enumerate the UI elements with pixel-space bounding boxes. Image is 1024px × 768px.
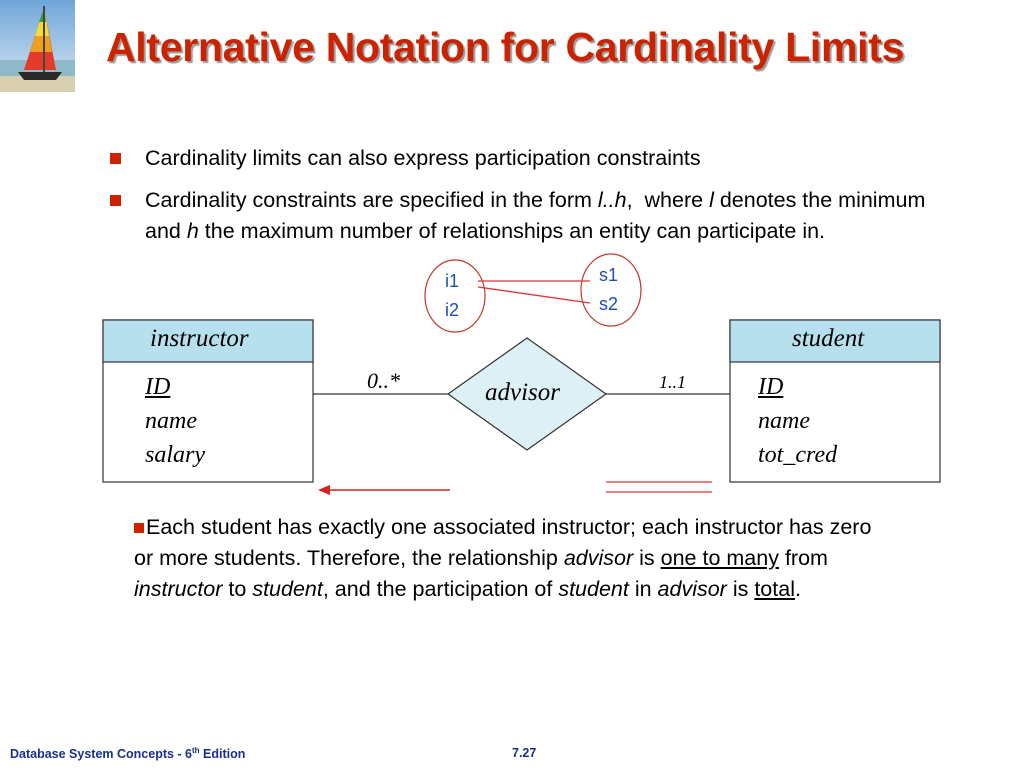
attribute-salary: salary [145, 442, 205, 468]
instance-i2: i2 [445, 300, 460, 320]
bullet-text-2: Cardinality constraints are specified in the form l..h, where l denotes the minimum and h the maximum number of relationships an entity can participate in. [145, 188, 926, 243]
cardinality-right: 1..1 [659, 372, 686, 392]
cardinality-left: 0..* [367, 368, 400, 393]
attribute-id: ID [145, 374, 171, 400]
instance-s1: s1 [599, 265, 619, 285]
bullet-text-1: Cardinality limits can also express participation constraints [145, 146, 701, 170]
instance-i1: i1 [445, 271, 460, 291]
entity-name-student: student [792, 325, 865, 352]
attribute-id: ID [758, 374, 784, 400]
footer-page-number: 7.27 [512, 746, 537, 760]
attribute-name: name [145, 408, 197, 434]
relationship-name-advisor: advisor [485, 379, 560, 406]
entity-name-instructor: instructor [150, 325, 249, 352]
bullet-marker [134, 523, 144, 533]
footer-book-title: Database System Concepts - 6th Edition [10, 746, 246, 762]
slide-title: Alternative Notation for Cardinality Limits [106, 24, 905, 70]
explanation-paragraph: Each student has exactly one associated instructor; each instructor has zero or more students. Therefore, the relationship advisor is one to many from instructor to student, and the participation of student in advisor is total. [134, 515, 872, 601]
instance-s2: s2 [599, 294, 619, 314]
attribute-name: name [758, 408, 810, 434]
attribute-tot-cred: tot_cred [758, 442, 838, 468]
